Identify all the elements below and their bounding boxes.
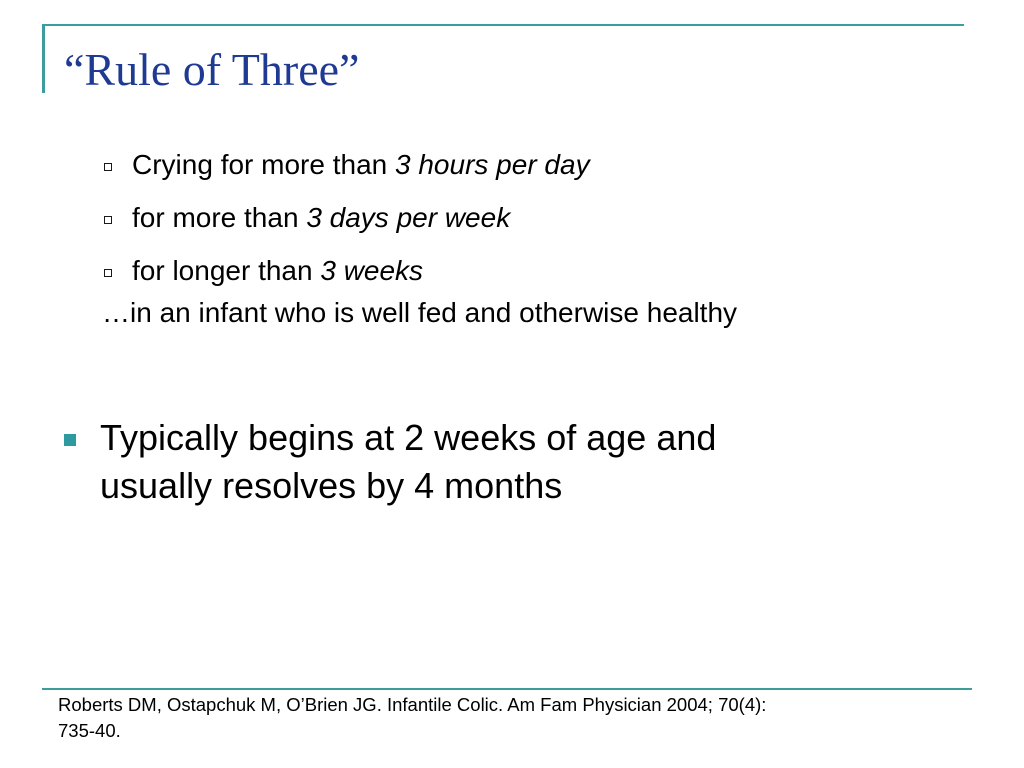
sub-bullet-item xyxy=(100,138,590,191)
sub-bullet-text xyxy=(132,255,423,287)
sub-bullet-list xyxy=(100,138,590,297)
sub-bullet-item xyxy=(100,244,590,297)
sub-bullet-plain-text: for more than xyxy=(132,201,307,233)
sub-bullet-italic-text: 3 weeks xyxy=(320,254,424,286)
citation-line: 735-40. xyxy=(58,720,121,741)
sub-bullet-plain-text: for longer than xyxy=(132,254,321,286)
filled-square-icon xyxy=(64,434,76,446)
main-bullet-line: Typically begins at 2 weeks of age and xyxy=(100,417,717,458)
main-bullet-text xyxy=(100,414,716,510)
hollow-square-icon xyxy=(104,216,112,224)
infant-condition-note: …in an infant who is well fed and otherwise healthy xyxy=(102,297,738,328)
main-bullet-item xyxy=(64,414,716,510)
footer-divider xyxy=(42,688,972,690)
sub-bullet-italic-text: 3 days per week xyxy=(306,201,511,233)
sub-bullet-plain-text: Crying for more than xyxy=(132,148,395,180)
hollow-square-icon xyxy=(104,163,112,171)
sub-bullet-item xyxy=(100,191,590,244)
sub-bullet-text xyxy=(132,202,510,234)
sub-bullet-text xyxy=(132,149,590,181)
title-frame-horizontal-line xyxy=(42,24,964,26)
main-bullet-line: usually resolves by 4 months xyxy=(100,465,563,506)
slide-title: “Rule of Three” xyxy=(64,44,360,95)
sub-bullet-italic-text: 3 hours per day xyxy=(395,148,590,180)
citation-footer xyxy=(58,692,958,744)
title-frame-vertical-line xyxy=(42,24,45,93)
hollow-square-icon xyxy=(104,269,112,277)
citation-line: Roberts DM, Ostapchuk M, O’Brien JG. Infantile Colic. Am Fam Physician 2004; 70(4): xyxy=(58,694,767,715)
